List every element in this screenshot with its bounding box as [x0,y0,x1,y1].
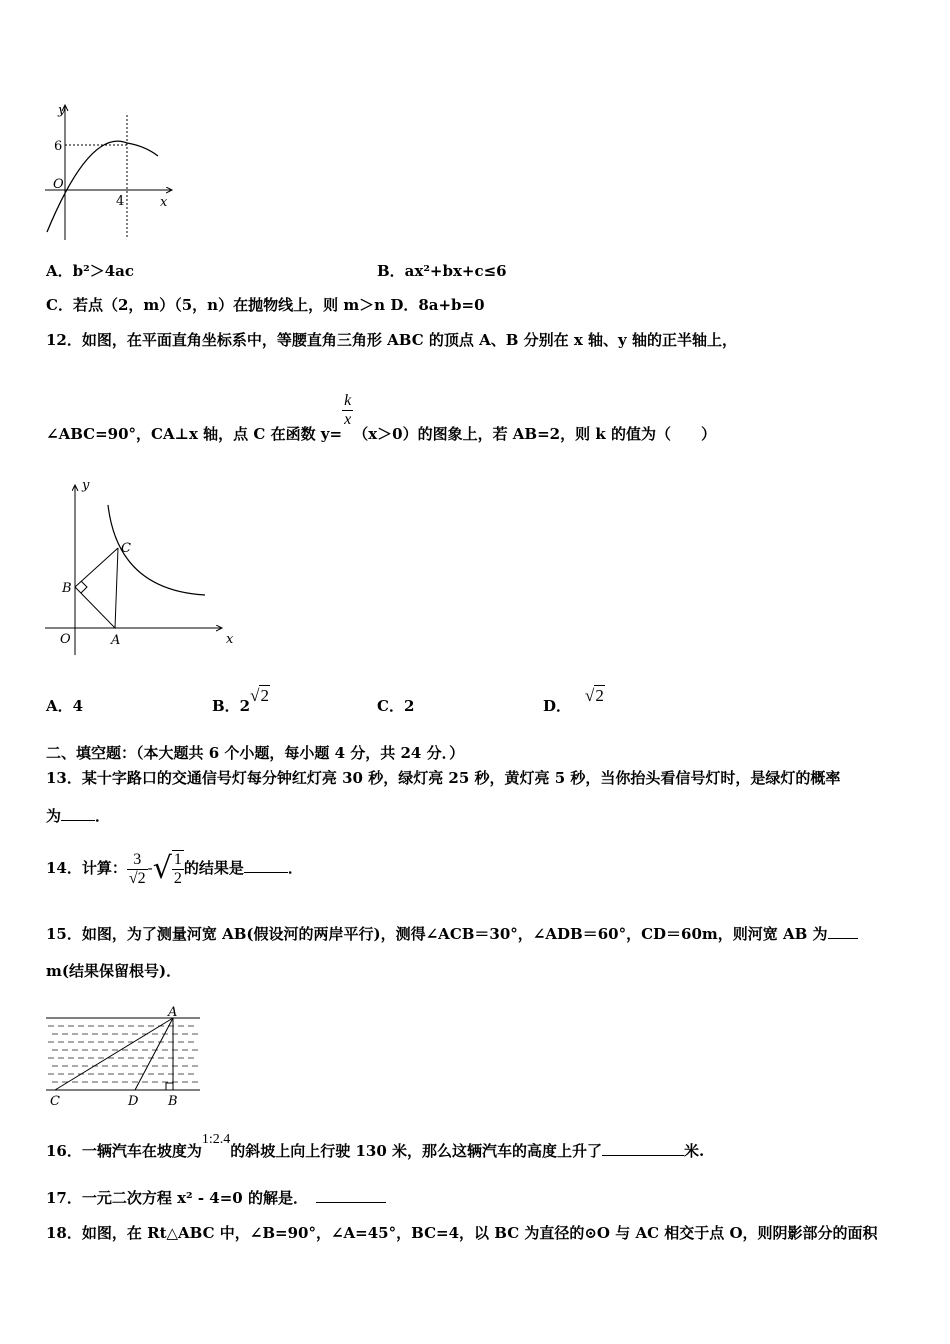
q17-text [46,1188,386,1208]
q11-option-a: A．b²＞4ac [46,262,134,280]
slope-ratio: 1:2.4 [201,1132,231,1147]
answer-blank[interactable] [828,938,858,939]
q11-option-b: B．ax²+bx+c≤6 [377,262,507,280]
q15-line1: 15．如图，为了测量河宽 AB(假设河的两岸平行)，测得∠ACB＝30°，∠ADB＝60°，CD＝60m，则河宽 AB 为 [46,925,828,943]
answer-blank[interactable] [316,1202,386,1203]
q14-end: ． [287,859,303,877]
answer-blank[interactable] [61,820,95,821]
opt-d-prefix: D． [543,697,572,715]
q15-text-line1 [46,924,858,944]
sqrt-one-half [172,850,184,888]
q12-text-line1: 12．如图，在平面直角坐标系中，等腰直角三角形 ABC 的顶点 A、B 分别在 x 轴、y 轴的正半轴上， [46,331,737,349]
frac-num: 3 [127,851,148,870]
point-c-label: C [50,1094,60,1109]
frac-den: x [344,411,352,428]
q12-option-d [543,686,605,716]
point-a-label: A [111,633,121,648]
point-b-label: B [62,581,72,596]
x-label: x [226,632,234,647]
q12-option-b [212,686,270,716]
q14-prefix: 14．计算： [46,859,127,877]
river-figure [40,1000,210,1112]
fraction-3-over-sqrt2: $\frac{3}{√2}$ [128,850,146,887]
q16-text [46,1132,705,1163]
y-label: y [58,103,66,118]
frac-num: k [344,392,352,409]
q13-text-line2 [46,806,110,826]
opt-b-prefix: B．2 [212,697,251,715]
point-a-label: A [168,1005,178,1020]
q16-prefix: 16．一辆汽车在坡度为 [46,1142,202,1160]
q12-text-b: （x＞0）的图象上，若 AB=2，则 k 的值为（ ） [353,424,716,443]
tick-6: 6 [54,139,63,154]
answer-blank[interactable] [602,1155,684,1156]
q13-prefix: 为 [46,807,62,825]
right-angle-mark [81,581,87,593]
sqrt-2: √2 [585,686,604,705]
frac-num: 1 [173,851,182,868]
q14-suffix: 的结果是 [183,859,244,877]
q17-body: 17．一元二次方程 x² - 4=0 的解是． [46,1189,308,1207]
q13-end: ． [95,807,111,825]
y-label: y [82,478,90,493]
answer-blank[interactable] [244,872,288,873]
parabola-graph [38,100,183,245]
radicand: 2 [595,686,604,705]
q15-text-line2: m(结果保留根号)． [46,962,182,980]
minus-sign: - [147,859,153,877]
q13-text-line1: 13．某十字路口的交通信号灯每分钟红灯亮 30 秒，绿灯亮 25 秒，黄灯亮 5 秒，当你抬头看信号灯时，是绿灯的概率 [46,769,841,787]
origin-label: O [60,632,71,647]
line-ac [55,1018,173,1090]
q12-text-a: ∠ABC=90°，CA⊥x 轴，点 C 在函数 y= [46,424,343,443]
tick-4: 4 [116,194,125,209]
line-ad [135,1018,173,1090]
water-hatching [48,1026,198,1082]
radicand: 2 [260,686,269,705]
frac-den: 2 [137,869,146,887]
origin-label: O [53,177,64,192]
q16-suffix: 的斜坡上向上行驶 130 米，那么这辆汽车的高度上升了 [230,1142,603,1160]
frac-den: 2 [173,870,182,887]
q12-option-c: C．2 [377,697,415,715]
section-2-heading: 二、填空题：（本大题共 6 个小题，每小题 4 分，共 24 分．） [46,744,465,762]
q14-text: 14．计算： $\frac{3}{√2}$ -√ $\frac{1}{2}$ 的结果是 ． [46,850,303,887]
k-over-x-fraction [342,392,353,429]
point-c-label: C [121,541,131,556]
hyperbola-triangle-graph [40,475,240,655]
q12-option-a: A．4 [46,697,84,715]
right-angle-mark [166,1083,173,1090]
q11-option-c-d: C．若点（2，m）（5，n）在抛物线上，则 m＞n D．8a+b=0 [46,296,485,314]
q16-end: 米. [684,1142,705,1160]
sqrt-2: √2 [250,686,269,705]
point-d-label: D [128,1094,139,1109]
point-b-label: B [168,1094,178,1109]
q18-text: 18．如图，在 Rt△ABC 中，∠B=90°，∠A=45°，BC=4，以 BC 为直径的⊙O 与 AC 相交于点 O，则阴影部分的面积 [46,1224,878,1242]
q12-text-line2 [46,392,716,443]
x-label: x [160,195,168,210]
triangle-abc [75,548,118,628]
